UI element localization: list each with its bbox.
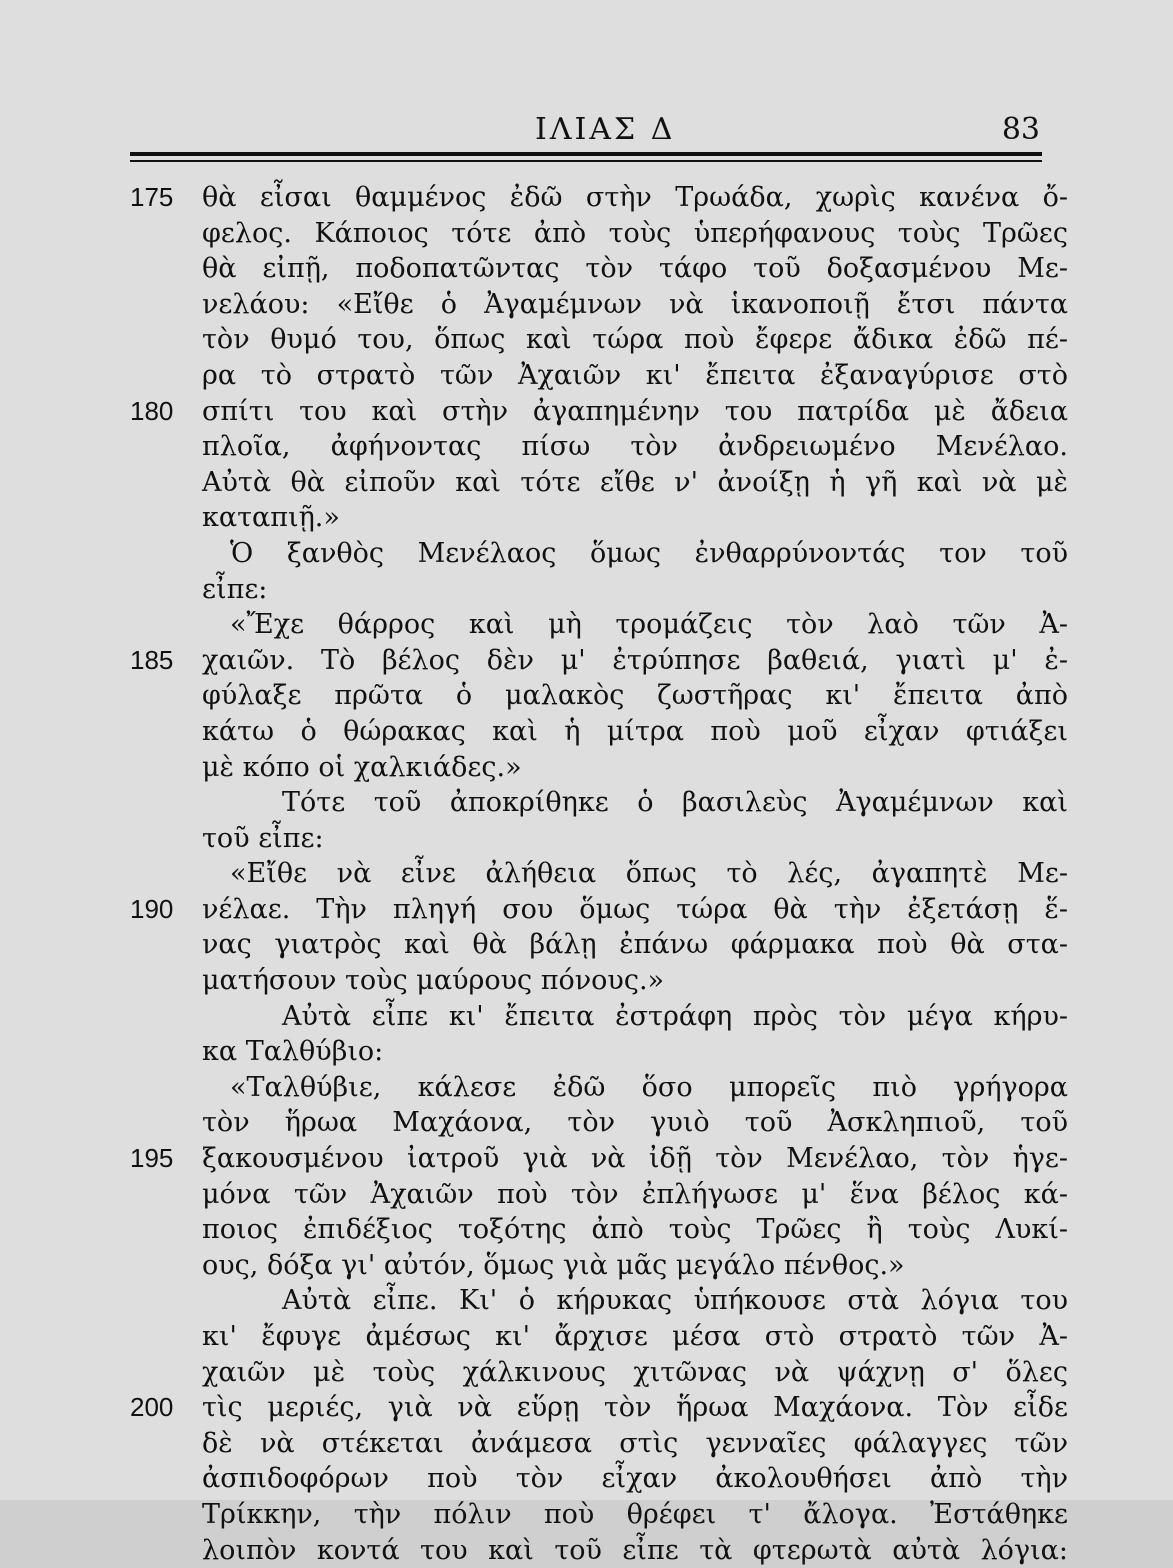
- line-text: τοῦ εἶπε:: [202, 822, 324, 854]
- header-rule-thick: [130, 152, 1042, 156]
- text-line: [130, 429, 1075, 465]
- line-text: νέλαε. Τὴν πληγή σου ὅμως τώρα θὰ τὴν ἐξετάσῃ ἕ-: [202, 893, 1068, 925]
- line-text: «Ἔχε θάρρος καὶ μὴ τρομάζεις τὸν λαὸ τῶν Ἀ-: [230, 609, 1068, 641]
- text-line: [130, 678, 1075, 714]
- text-line: [130, 251, 1075, 287]
- line-text: κα Ταλθύβιο:: [202, 1036, 384, 1068]
- line-text: νας γιατρὸς καὶ θὰ βάλῃ ἐπάνω φάρμακα ποὺ θὰ στα-: [202, 929, 1068, 961]
- text-line: [130, 750, 1075, 786]
- line-text: τὸν θυμό του, ὅπως καὶ τώρα ποὺ ἔφερε ἄδικα ἐδῶ πέ-: [202, 324, 1068, 356]
- line-text: Αὐτὰ εἶπε. Κι' ὁ κήρυκας ὑπήκουσε στὰ λόγια του: [282, 1285, 1068, 1317]
- line-text: μόνα τῶν Ἀχαιῶν ποὺ τὸν ἐπλήγωσε μ' ἕνα βέλος κά-: [202, 1178, 1068, 1210]
- text-line: [130, 927, 1075, 963]
- text-line: [130, 322, 1075, 358]
- line-text: νελάου: «Εἴθε ὁ Ἀγαμέμνων νὰ ἱκανοποιῇ ἔτσι πάντα: [202, 288, 1068, 320]
- line-text: ρα τὸ στρατὸ τῶν Ἀχαιῶν κι' ἔπειτα ἐξαναγύρισε στὸ: [202, 359, 1068, 391]
- line-text: κι' ἔφυγε ἀμέσως κι' ἄρχισε μέσα στὸ στρατὸ τῶν Ἀ-: [202, 1321, 1068, 1352]
- text-line: [130, 821, 1075, 857]
- line-text: ποιος ἐπιδέξιος τοξότης ἀπὸ τοὺς Τρῶες ἢ τοὺς Λυκί-: [202, 1214, 1068, 1246]
- line-text: ους, δόξα γι' αὐτόν, ὅμως γιὰ μᾶς μεγάλο πένθος.»: [202, 1249, 905, 1281]
- text-line: [130, 1461, 1075, 1497]
- text-line: [130, 572, 1075, 608]
- header-rule-thin: [130, 160, 1042, 162]
- text-line: [130, 465, 1075, 501]
- text-line: [130, 500, 1075, 536]
- line-text: τὸν ἥρωα Μαχάονα, τὸν γυιὸ τοῦ Ἀσκληπιοῦ, τοῦ: [202, 1107, 1068, 1139]
- line-text: Τότε τοῦ ἀποκρίθηκε ὁ βασιλεὺς Ἀγαμέμνων καὶ: [282, 787, 1068, 819]
- line-number: 185: [130, 644, 174, 675]
- line-text: τὶς μεριές, γιὰ νὰ εὕρῃ τὸν ἥρωα Μαχάονα. Τὸν εἶδε: [202, 1392, 1068, 1424]
- text-line: [130, 358, 1075, 394]
- line-number: 190: [130, 893, 174, 924]
- line-text: «Ταλθύβιε, κάλεσε ἐδῶ ὅσο μπορεῖς πιὸ γρήγορα: [230, 1071, 1068, 1103]
- text-line: [130, 1390, 1075, 1426]
- line-text: φελος. Κάποιος τότε ἀπὸ τοὺς ὑπερήφανους τοὺς Τρῶες: [202, 217, 1068, 249]
- line-number: 175: [130, 182, 174, 212]
- text-line: [130, 1533, 1075, 1568]
- line-number: 195: [130, 1143, 174, 1174]
- line-text: θὰ εἰπῇ, ποδοπατῶντας τὸν τάφο τοῦ δοξασμένου Με-: [202, 253, 1068, 285]
- text-line: [130, 999, 1075, 1035]
- page-number: 83: [1001, 112, 1040, 147]
- text-line: [130, 287, 1075, 323]
- line-text: λοιπὸν κοντά του καὶ τοῦ εἶπε τὰ φτερωτὰ αὐτὰ λόγια:: [202, 1534, 1068, 1566]
- text-line: [130, 1070, 1075, 1106]
- line-text: ἀσπιδοφόρων ποὺ τὸν εἶχαν ἀκολουθήσει ἀπὸ τὴν: [202, 1463, 1068, 1495]
- line-text: Ὁ ξανθὸς Μενέλαος ὅμως ἐνθαρρύνοντάς τον τοῦ: [230, 537, 1068, 569]
- text-line: [130, 963, 1075, 999]
- line-number: 200: [130, 1392, 174, 1423]
- line-text: μὲ κόπο οἱ χαλκιάδες.»: [202, 751, 522, 783]
- text-line: [130, 1426, 1075, 1462]
- text-line: [130, 607, 1075, 643]
- page-header: [130, 110, 1040, 154]
- text-line: [130, 536, 1075, 572]
- text-line: [130, 180, 1075, 216]
- line-text: χαιῶν μὲ τοὺς χάλκινους χιτῶνας νὰ ψάχνῃ σ' ὅλες: [202, 1356, 1068, 1388]
- text-line: [130, 1141, 1075, 1177]
- line-text: καταπιῇ.»: [202, 502, 340, 534]
- text-line: [130, 892, 1075, 928]
- text-line: [130, 1212, 1075, 1248]
- line-text: ματήσουν τοὺς μαύρους πόνους.»: [202, 965, 665, 997]
- text-line: [130, 714, 1075, 750]
- text-line: [130, 1319, 1075, 1355]
- text-line: [130, 785, 1075, 821]
- line-text: φύλαξε πρῶτα ὁ μαλακὸς ζωστῆρας κι' ἔπειτα ἀπὸ: [202, 680, 1068, 712]
- line-text: σπίτι του καὶ στὴν ἀγαπημένην του πατρίδα μὲ ἄδεια: [202, 395, 1068, 427]
- text-line: [130, 1497, 1075, 1533]
- line-text: ξακουσμένου ἰατροῦ γιὰ νὰ ἰδῇ τὸν Μενέλαο, τὸν ἡγε-: [202, 1143, 1068, 1175]
- line-text: «Εἴθε νὰ εἶνε ἀλήθεια ὅπως τὸ λές, ἀγαπητὲ Με-: [230, 858, 1068, 890]
- line-text: πλοῖα, ἀφήνοντας πίσω τὸν ἀνδρειωμένο Μενέλαο.: [202, 431, 1068, 463]
- text-line: [130, 1283, 1075, 1319]
- line-number: 180: [130, 395, 174, 426]
- line-text: Αὐτὰ εἶπε κι' ἔπειτα ἐστράφη πρὸς τὸν μέγα κήρυ-: [282, 1000, 1068, 1032]
- line-text: θὰ εἶσαι θαμμένος ἐδῶ στὴν Τρωάδα, χωρὶς κανένα ὄ-: [202, 182, 1068, 213]
- line-text: Τρίκκην, τὴν πόλιν ποὺ θρέφει τ' ἄλογα. Ἐστάθηκε: [202, 1498, 1068, 1530]
- line-text: δὲ νὰ στέκεται ἀνάμεσα στὶς γενναῖες φάλαγγες τῶν: [202, 1427, 1068, 1459]
- text-line: [130, 1355, 1075, 1391]
- line-text: χαιῶν. Τὸ βέλος δὲν μ' ἐτρύπησε βαθειά, γιατὶ μ' ἐ-: [202, 644, 1068, 676]
- line-text: Αὐτὰ θὰ εἰποῦν καὶ τότε εἴθε ν' ἀνοίξῃ ἡ γῆ καὶ νὰ μὲ: [202, 466, 1068, 498]
- text-line: [130, 1248, 1075, 1284]
- text-line: [130, 1034, 1075, 1070]
- text-line: [130, 856, 1075, 892]
- poem-text-block: [130, 180, 1075, 1568]
- text-line: [130, 216, 1075, 252]
- line-text: εἶπε:: [202, 573, 268, 605]
- text-line: [130, 394, 1075, 430]
- running-title: ΙΛΙΑΣ Δ: [535, 112, 676, 147]
- text-line: [130, 1105, 1075, 1141]
- line-text: κάτω ὁ θώρακας καὶ ἡ μίτρα ποὺ μοῦ εἶχαν φτιάξει: [202, 715, 1068, 747]
- text-line: [130, 643, 1075, 679]
- text-line: [130, 1177, 1075, 1213]
